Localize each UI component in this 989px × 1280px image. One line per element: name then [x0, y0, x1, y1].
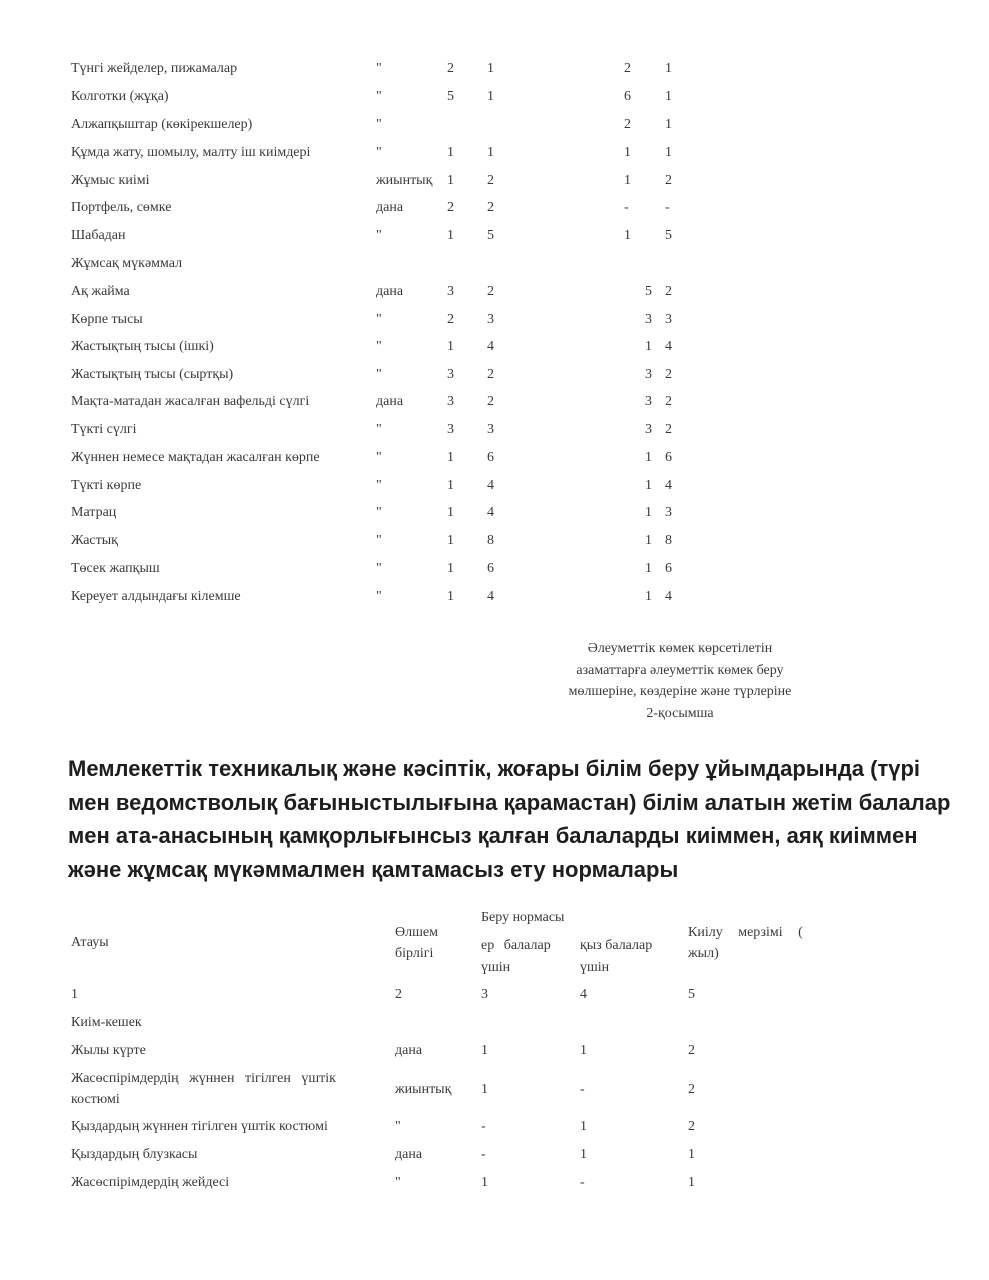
table-row	[0, 59, 989, 79]
header-wear-term: Киілу мерзімі (	[688, 925, 803, 940]
item-unit: "	[376, 422, 382, 437]
item-value: 8	[665, 533, 672, 548]
table-row	[0, 531, 989, 551]
item-value: 2	[447, 312, 454, 327]
item-unit: "	[376, 228, 382, 243]
table-row	[0, 143, 989, 163]
item-name-continued: костюмі	[71, 1092, 120, 1107]
item-value: 2	[665, 367, 672, 382]
item-name: Жастық	[71, 533, 118, 548]
item-value: 1	[624, 228, 631, 243]
item-name: Жастықтың тысы (ішкі)	[71, 339, 214, 354]
item-name: Түкті көрпе	[71, 478, 142, 493]
column-number: 1	[71, 987, 78, 1002]
item-unit: дана	[376, 284, 404, 299]
item-name: Портфель, сөмке	[71, 200, 172, 215]
item-value: 4	[487, 478, 494, 493]
item-value: 1	[447, 145, 454, 160]
item-name: Жастықтың тысы (сыртқы)	[71, 367, 234, 382]
item-value: 3	[645, 312, 652, 327]
item-name: Қыздардың блузкасы	[71, 1147, 198, 1162]
item-unit: "	[376, 145, 382, 160]
item-girls: 1	[580, 1147, 587, 1162]
item-value: 1	[447, 589, 454, 604]
item-boys: -	[481, 1147, 486, 1162]
item-value: 1	[487, 89, 494, 104]
item-value: 1	[645, 478, 652, 493]
item-unit: дана	[395, 1147, 423, 1162]
item-value: 3	[645, 367, 652, 382]
item-value: 2	[665, 394, 672, 409]
item-value: 1	[447, 478, 454, 493]
item-name: Жасөспірімдердің жүннен тігілген үштік	[71, 1071, 336, 1086]
table-row	[0, 282, 989, 302]
item-value: 2	[447, 200, 454, 215]
item-unit: "	[376, 89, 382, 104]
item-value: 3	[665, 505, 672, 520]
item-name: Жүннен немесе мақтадан жасалған көрпе	[71, 450, 320, 465]
item-value: 1	[624, 173, 631, 188]
document-heading	[68, 752, 951, 886]
item-value: 1	[447, 505, 454, 520]
item-value: 1	[447, 533, 454, 548]
item-name: Колготки (жұқа)	[71, 89, 169, 104]
item-value: 4	[487, 505, 494, 520]
item-value: 5	[645, 284, 652, 299]
header-name: Атауы	[71, 935, 109, 950]
table-row	[0, 1069, 989, 1111]
heading-line: Мемлекеттік техникалық және кәсіптік, жоғары білім беру ұйымдарында (түрі	[68, 756, 921, 781]
annex-line: азаматтарға әлеуметтік көмек беру	[576, 662, 784, 678]
column-number: 4	[580, 987, 587, 1002]
header-girls: қыз балалар	[580, 938, 653, 953]
item-value: 3	[487, 422, 494, 437]
item-unit: "	[376, 589, 382, 604]
item-value: 4	[665, 478, 672, 493]
item-name: Төсек жапқыш	[71, 561, 160, 576]
item-girls: 1	[580, 1043, 587, 1058]
item-value: 2	[624, 61, 631, 76]
table-row	[0, 115, 989, 135]
item-value: 2	[624, 117, 631, 132]
table-row	[0, 337, 989, 357]
item-value: 1	[665, 61, 672, 76]
item-boys: -	[481, 1119, 486, 1134]
column-number: 5	[688, 987, 695, 1002]
item-value: 5	[665, 228, 672, 243]
item-girls: -	[580, 1082, 585, 1097]
item-name: Матрац	[71, 505, 117, 520]
item-value: 1	[665, 89, 672, 104]
item-term: 1	[688, 1175, 695, 1190]
table-row	[0, 87, 989, 107]
item-name: Түнгі жейделер, пижамалар	[71, 61, 238, 76]
section-heading-row	[0, 254, 989, 274]
item-value: 2	[487, 394, 494, 409]
item-unit: дана	[395, 1043, 423, 1058]
item-value: 6	[487, 561, 494, 576]
header-boys: ер балалар	[481, 938, 551, 953]
item-value: 5	[487, 228, 494, 243]
item-name: Көрпе тысы	[71, 312, 143, 327]
item-value: 2	[487, 367, 494, 382]
table-row	[0, 448, 989, 468]
item-name: Құмда жату, шомылу, малту іш киімдері	[71, 145, 311, 160]
annex-note	[540, 638, 820, 724]
item-value: 2	[487, 284, 494, 299]
item-value: -	[624, 200, 629, 215]
item-value: 1	[487, 145, 494, 160]
heading-line: мен ведомстволық бағыныстылығына қарамастан) білім алатын жетім балалар	[68, 789, 951, 815]
item-unit: "	[376, 339, 382, 354]
item-value: 2	[447, 61, 454, 76]
item-girls: 1	[580, 1119, 587, 1134]
annex-number: 2-қосымша	[646, 705, 714, 721]
item-unit: дана	[376, 394, 404, 409]
header-unit: бірлігі	[395, 946, 434, 961]
heading-line: және жұмсақ мүкәммалмен қамтамасыз ету нормалары	[68, 856, 679, 882]
section-title: Жұмсақ мүкәммал	[71, 256, 183, 271]
item-value: 4	[487, 589, 494, 604]
item-girls: -	[580, 1175, 585, 1190]
item-unit: "	[376, 367, 382, 382]
table-row	[0, 198, 989, 218]
item-value: 3	[447, 394, 454, 409]
item-unit: "	[376, 61, 382, 76]
table-row	[0, 587, 989, 607]
header-wear-term: жыл)	[688, 946, 719, 961]
item-value: 1	[645, 533, 652, 548]
section-title: Киім-кешек	[71, 1015, 142, 1030]
item-value: 1	[487, 61, 494, 76]
item-unit: жиынтық	[395, 1082, 452, 1097]
item-unit: "	[395, 1175, 401, 1190]
column-number: 2	[395, 987, 402, 1002]
item-value: 3	[447, 284, 454, 299]
item-name: Жұмыс киімі	[71, 173, 150, 188]
item-value: 6	[665, 561, 672, 576]
item-value: 1	[624, 145, 631, 160]
item-value: 3	[487, 312, 494, 327]
header-unit: Өлшем	[395, 925, 438, 940]
item-value: 6	[665, 450, 672, 465]
item-name: Қыздардың жүннен тігілген үштік костюмі	[71, 1119, 328, 1134]
annex-line: Әлеуметтік көмек көрсетілетін	[587, 641, 773, 656]
item-value: 1	[645, 450, 652, 465]
item-value: 6	[487, 450, 494, 465]
table-row	[0, 365, 989, 385]
header-issue-norm: Беру нормасы	[481, 910, 565, 925]
item-value: 1	[447, 228, 454, 243]
table-row	[0, 476, 989, 496]
item-value: 3	[645, 422, 652, 437]
table-row	[0, 226, 989, 246]
item-value: 2	[665, 173, 672, 188]
item-value: 1	[645, 505, 652, 520]
item-value: 4	[665, 589, 672, 604]
item-value: 1	[665, 117, 672, 132]
table-row	[0, 171, 989, 191]
item-value: 4	[487, 339, 494, 354]
item-value: 1	[645, 561, 652, 576]
item-unit: жиынтық	[376, 173, 433, 188]
item-value: 1	[645, 589, 652, 604]
item-value: 5	[447, 89, 454, 104]
header-boys: үшін	[481, 960, 511, 975]
item-term: 2	[688, 1119, 695, 1134]
item-value: 4	[665, 339, 672, 354]
item-boys: 1	[481, 1043, 488, 1058]
table-row	[0, 310, 989, 330]
annex-line: мөлшеріне, көздеріне және түрлеріне	[568, 684, 792, 699]
item-name: Түкті сүлгі	[71, 422, 137, 437]
item-value: 3	[447, 367, 454, 382]
item-name: Ақ жайма	[71, 284, 130, 299]
item-value: -	[665, 200, 670, 215]
item-name: Шабадан	[71, 228, 126, 243]
item-name: Кереует алдындағы кілемше	[71, 589, 241, 604]
item-value: 2	[487, 173, 494, 188]
item-name: Жылы күрте	[71, 1043, 146, 1058]
item-value: 1	[447, 173, 454, 188]
item-name: Алжапқыштар (көкірекшелер)	[71, 117, 253, 132]
item-unit: "	[376, 117, 382, 132]
item-value: 1	[447, 561, 454, 576]
item-value: 3	[645, 394, 652, 409]
item-unit: "	[376, 312, 382, 327]
item-value: 1	[645, 339, 652, 354]
item-value: 2	[487, 200, 494, 215]
item-term: 1	[688, 1147, 695, 1162]
item-value: 1	[447, 339, 454, 354]
item-unit: дана	[376, 200, 404, 215]
item-term: 2	[688, 1043, 695, 1058]
table-row	[0, 559, 989, 579]
item-boys: 1	[481, 1175, 488, 1190]
item-unit: "	[376, 450, 382, 465]
item-unit: "	[376, 505, 382, 520]
item-boys: 1	[481, 1082, 488, 1097]
item-name: Мақта-матадан жасалған вафельді сүлгі	[71, 394, 310, 409]
item-value: 8	[487, 533, 494, 548]
item-value: 6	[624, 89, 631, 104]
item-value: 3	[665, 312, 672, 327]
header-girls: үшін	[580, 960, 610, 975]
table-row	[0, 392, 989, 412]
column-number: 3	[481, 987, 488, 1002]
item-name: Жасөспірімдердің жейдесі	[71, 1175, 230, 1190]
item-value: 1	[447, 450, 454, 465]
item-value: 3	[447, 422, 454, 437]
item-value: 2	[665, 422, 672, 437]
table-row	[0, 503, 989, 523]
item-unit: "	[376, 478, 382, 493]
item-unit: "	[395, 1119, 401, 1134]
item-value: 2	[665, 284, 672, 299]
heading-line: мен ата-анасының қамқорлығынсыз қалған балаларды киіммен, аяқ киіммен	[68, 823, 918, 848]
item-unit: "	[376, 533, 382, 548]
table-row	[0, 420, 989, 440]
item-value: 1	[665, 145, 672, 160]
item-unit: "	[376, 561, 382, 576]
item-term: 2	[688, 1082, 695, 1097]
